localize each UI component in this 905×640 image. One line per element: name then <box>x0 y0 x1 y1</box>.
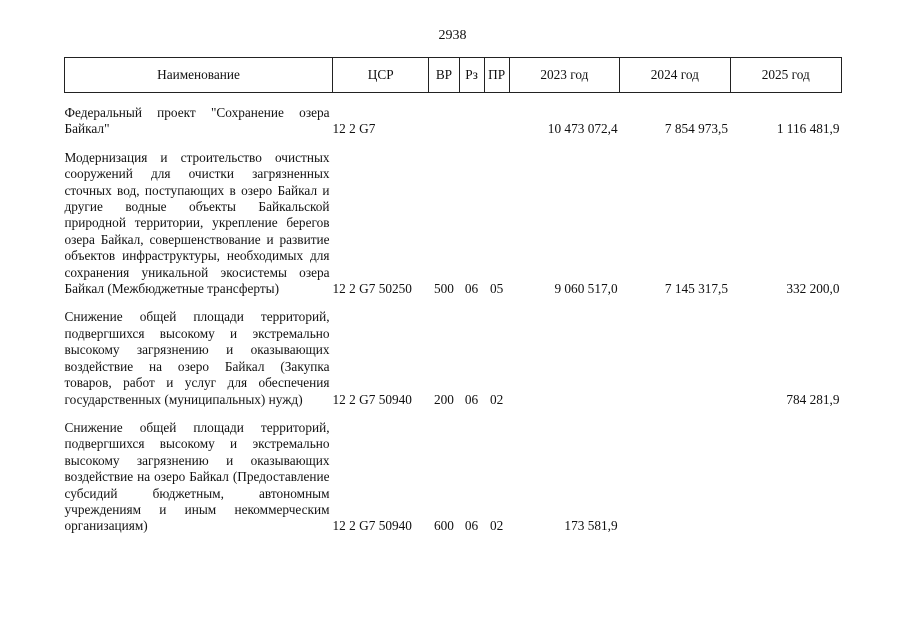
row-2023: 10 473 072,4 <box>547 121 618 137</box>
row-vr: 200 <box>433 391 454 407</box>
row-csr: 12 2 G7 50940 <box>332 391 412 407</box>
row-vr: 600 <box>433 518 454 534</box>
table-row <box>65 93 842 138</box>
row-2024 <box>620 408 730 535</box>
table-row <box>65 138 842 298</box>
row-pr: 05 <box>489 281 504 297</box>
row-2024: 7 854 973,5 <box>664 121 729 137</box>
row-2025 <box>730 408 841 535</box>
row-csr: 12 2 G7 50940 <box>332 518 412 534</box>
row-rz: 06 <box>464 518 479 534</box>
header-vr: ВР <box>429 58 459 93</box>
header-2025: 2025 год <box>730 58 841 93</box>
header-rz: Рз <box>459 58 484 93</box>
row-pr <box>484 93 509 138</box>
page-number: 2938 <box>438 28 467 43</box>
header-2023: 2023 год <box>509 58 619 93</box>
table-row <box>65 408 842 535</box>
row-rz: 06 <box>464 391 479 407</box>
row-csr: 12 2 G7 <box>332 121 376 137</box>
header-name: Наименование <box>65 58 333 93</box>
row-rz <box>459 93 484 138</box>
row-2023: 9 060 517,0 <box>554 281 618 297</box>
row-rz: 06 <box>464 281 479 297</box>
header-pr: ПР <box>484 58 509 93</box>
budget-table <box>64 57 842 535</box>
table-header-row <box>65 58 842 93</box>
row-2024 <box>620 297 730 407</box>
row-2023 <box>509 297 619 407</box>
row-pr: 02 <box>489 518 504 534</box>
row-2025: 784 281,9 <box>786 391 840 407</box>
header-csr: ЦСР <box>333 58 429 93</box>
row-name: Федеральный проект "Сохранение озера Байкал" <box>64 105 330 137</box>
row-vr: 500 <box>433 281 454 297</box>
row-name: Снижение общей площади территорий, подвергшихся высокому и экстремально высокому загрязнению и оказывающих воздействие на озеро Байкал (Предоставление субсидий бюджетным, автономным учреждениям и иным некоммерческим организациям) <box>64 419 330 534</box>
row-name: Снижение общей площади территорий, подвергшихся высокому и экстремально высокому загрязнению и оказывающих воздействие на озеро Байкал (Закупка товаров, работ и услуг для обеспечения государственных (муниципальных) нужд) <box>64 309 330 407</box>
header-2024: 2024 год <box>620 58 730 93</box>
row-2025: 1 116 481,9 <box>776 121 840 137</box>
row-2023: 173 581,9 <box>564 518 618 534</box>
table-row <box>65 297 842 407</box>
row-csr: 12 2 G7 50250 <box>332 281 412 297</box>
row-2025: 332 200,0 <box>786 281 840 297</box>
row-vr <box>429 93 459 138</box>
row-2024: 7 145 317,5 <box>664 281 729 297</box>
row-name: Модернизация и строительство очистных сооружений для очистки загрязненных сточных вод, поступающих в озеро Байкал и другие водные объекты Байкальской природной территории, укрепление берегов озера Байкал, совершенствование и развитие объектов инфраструктуры, необходимых для сохранения уникальной экосистемы озера Байкал (Межбюджетные трансферты) <box>64 149 330 297</box>
row-pr: 02 <box>489 391 504 407</box>
